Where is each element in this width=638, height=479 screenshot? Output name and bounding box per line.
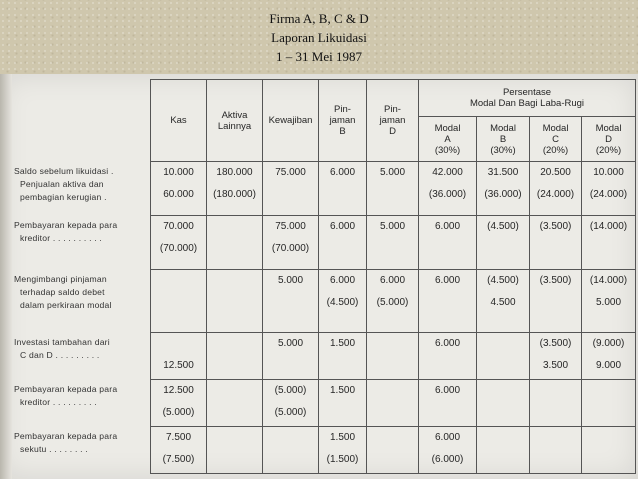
row-label: Pembayaran kepada para <box>14 220 118 230</box>
cell-value: (4.500) <box>326 297 359 308</box>
table-cell <box>319 216 367 270</box>
cell-value: 5.000 <box>277 275 304 286</box>
cell-value <box>207 355 262 377</box>
cell-value: 1.500 <box>329 338 356 349</box>
cell-value: (3.500) <box>539 221 572 232</box>
table-cell <box>207 380 263 427</box>
col-kas: Kas <box>151 80 207 162</box>
cell-value: (24.000) <box>536 189 575 200</box>
table-cell <box>319 333 367 380</box>
cell-value <box>207 292 262 314</box>
cell-value: 75.000 <box>275 167 306 178</box>
row-label: Mengimbangi pinjaman <box>14 274 107 284</box>
cell-value: 1.500 <box>329 385 356 396</box>
cell-value <box>263 355 318 377</box>
cell-value <box>530 449 581 471</box>
slide-title-band <box>0 0 638 74</box>
table-cell <box>419 216 477 270</box>
table-cell <box>582 333 636 380</box>
col-modal-b: Modal B (30%) <box>477 117 530 162</box>
row-label: kreditor . . . . . . . . . . <box>20 233 103 243</box>
cell-value <box>263 292 318 314</box>
cell-value: 10.000 <box>163 167 194 178</box>
cell-value <box>207 402 262 424</box>
liquidation-table <box>150 79 636 474</box>
table-cell <box>151 216 207 270</box>
cell-value: 31.500 <box>487 167 519 178</box>
cell-value <box>530 238 581 260</box>
cell-value: 6.000 <box>379 275 406 286</box>
table-cell <box>477 380 530 427</box>
cell-value <box>207 216 262 238</box>
cell-value: 20.500 <box>540 167 571 178</box>
col-modal-c: Modal C (20%) <box>530 117 582 162</box>
table-cell <box>582 427 636 474</box>
row-label: pembagian kerugian . <box>20 192 107 202</box>
cell-value: (5.000) <box>274 385 307 396</box>
table-cell <box>151 427 207 474</box>
table-cell <box>477 427 530 474</box>
cell-value: (5.000) <box>274 407 307 418</box>
table-cell <box>263 162 319 216</box>
cell-value: (5.000) <box>376 297 409 308</box>
table-cell <box>263 333 319 380</box>
table-cell <box>151 270 207 333</box>
cell-value: 70.000 <box>163 221 194 232</box>
table-cell <box>263 270 319 333</box>
table-cell <box>263 380 319 427</box>
table-cell <box>582 380 636 427</box>
table-row <box>151 380 636 427</box>
cell-value <box>530 292 581 314</box>
col-modal-a: Modal A (30%) <box>419 117 477 162</box>
cell-value: (5.000) <box>162 407 195 418</box>
table-cell <box>367 216 419 270</box>
row-label: Pembayaran kepada para <box>14 431 118 441</box>
cell-value <box>207 270 262 292</box>
cell-value: 6.000 <box>329 221 356 232</box>
cell-value: 10.000 <box>593 167 624 178</box>
row-label: Saldo sebelum likuidasi . <box>14 166 114 176</box>
cell-value <box>477 449 529 471</box>
cell-value <box>207 238 262 260</box>
table-cell <box>582 270 636 333</box>
cell-value <box>582 402 635 424</box>
cell-value: 12.500 <box>163 385 194 396</box>
table-cell <box>477 216 530 270</box>
cell-value <box>477 427 529 449</box>
table-cell <box>419 162 477 216</box>
row-label: C dan D . . . . . . . . . <box>20 350 100 360</box>
table-cell <box>367 333 419 380</box>
cell-value: (36.000) <box>484 189 522 200</box>
cell-value <box>367 333 418 355</box>
report-title: Laporan Likuidasi <box>271 30 367 45</box>
cell-value <box>151 292 206 314</box>
cell-value <box>582 380 635 402</box>
col-modal-d: Modal D (20%) <box>582 117 636 162</box>
table-cell <box>419 380 477 427</box>
cell-value <box>419 292 476 314</box>
table-cell <box>419 270 477 333</box>
cell-value: (7.500) <box>162 454 195 465</box>
cell-value: 6.000 <box>329 275 356 286</box>
cell-value <box>582 427 635 449</box>
row-label: terhadap saldo debet <box>20 287 105 297</box>
cell-value <box>207 380 262 402</box>
table-cell <box>151 162 207 216</box>
cell-value: 3.500 <box>542 360 569 371</box>
cell-value <box>530 402 581 424</box>
table-cell <box>477 333 530 380</box>
table-cell <box>367 270 419 333</box>
row-label: Investasi tambahan dari <box>14 337 110 347</box>
cell-value: 75.000 <box>275 221 306 232</box>
row-label: dalam perkiraan modal <box>20 300 112 310</box>
cell-value: (24.000) <box>589 189 628 200</box>
cell-value <box>419 238 476 260</box>
table-cell <box>477 162 530 216</box>
cell-value: 4.500 <box>490 297 516 308</box>
table-cell <box>207 333 263 380</box>
table-cell <box>530 270 582 333</box>
cell-value: (6.000) <box>431 454 464 465</box>
cell-value: 6.000 <box>434 221 461 232</box>
table-cell <box>367 380 419 427</box>
cell-value: 5.000 <box>277 338 304 349</box>
cell-value: 7.500 <box>165 432 192 443</box>
cell-value <box>477 355 529 377</box>
table-cell <box>263 427 319 474</box>
cell-value <box>582 238 635 260</box>
cell-value <box>319 238 366 260</box>
cell-value <box>207 333 262 355</box>
cell-value <box>530 427 581 449</box>
cell-value <box>419 402 476 424</box>
col-kewajiban: Kewajiban <box>263 80 319 162</box>
cell-value: 5.000 <box>595 297 622 308</box>
cell-value <box>263 449 318 471</box>
cell-value <box>367 380 418 402</box>
cell-value <box>151 333 206 355</box>
cell-value: 6.000 <box>434 432 461 443</box>
cell-value <box>367 427 418 449</box>
cell-value <box>207 427 262 449</box>
table-cell <box>319 380 367 427</box>
cell-value: (9.000) <box>592 338 625 349</box>
cell-value: (4.500) <box>487 221 519 232</box>
cell-value: 12.500 <box>163 360 194 371</box>
cell-value <box>263 184 318 206</box>
cell-value <box>367 355 418 377</box>
table-cell <box>419 333 477 380</box>
cell-value: 60.000 <box>163 189 194 200</box>
col-pinjaman-d: Pin- jaman D <box>367 80 419 162</box>
col-pinjaman-b: Pin- jaman B <box>319 80 367 162</box>
cell-value: 1.500 <box>329 432 356 443</box>
cell-value: (70.000) <box>271 243 310 254</box>
cell-value: (14.000) <box>589 221 628 232</box>
cell-value: 5.000 <box>379 221 406 232</box>
table-cell <box>477 270 530 333</box>
cell-value <box>582 449 635 471</box>
cell-value <box>207 449 262 471</box>
table-cell <box>530 427 582 474</box>
cell-value: 9.000 <box>595 360 622 371</box>
col-aktiva-lainnya: Aktiva Lainnya <box>207 80 263 162</box>
report-period: 1 – 31 Mei 1987 <box>276 49 362 64</box>
row-label: kreditor . . . . . . . . . <box>20 397 97 407</box>
table-cell <box>530 333 582 380</box>
table-cell <box>151 380 207 427</box>
cell-value: 180.000 <box>216 167 253 178</box>
table-cell <box>207 427 263 474</box>
cell-value <box>319 355 366 377</box>
cell-value: (14.000) <box>589 275 628 286</box>
cell-value: 6.000 <box>434 385 461 396</box>
cell-value: (3.500) <box>539 275 572 286</box>
cell-value <box>367 184 418 206</box>
table-cell <box>151 333 207 380</box>
table-cell <box>319 162 367 216</box>
cell-value: 6.000 <box>434 275 461 286</box>
row-label: Penjualan aktiva dan <box>20 179 104 189</box>
table-cell <box>207 216 263 270</box>
table-row <box>151 427 636 474</box>
cell-value <box>319 402 366 424</box>
cell-value <box>151 270 206 292</box>
scanned-page <box>0 74 638 479</box>
cell-value: (70.000) <box>159 243 198 254</box>
cell-value <box>419 355 476 377</box>
cell-value <box>477 380 529 402</box>
cell-value <box>263 427 318 449</box>
table-cell <box>319 270 367 333</box>
cell-value: (36.000) <box>428 189 467 200</box>
table-cell <box>319 427 367 474</box>
cell-value <box>477 238 529 260</box>
row-label: Pembayaran kepada para <box>14 384 118 394</box>
table-row <box>151 333 636 380</box>
cell-value: 42.000 <box>432 167 463 178</box>
table-cell <box>530 162 582 216</box>
col-persentase-group: Persentase Modal Dan Bagi Laba-Rugi <box>419 80 636 117</box>
table-cell <box>263 216 319 270</box>
table-row <box>151 162 636 216</box>
cell-value: (3.500) <box>539 338 572 349</box>
table-cell <box>582 162 636 216</box>
cell-value: 6.000 <box>329 167 356 178</box>
table-cell <box>530 380 582 427</box>
cell-value <box>477 402 529 424</box>
cell-value: (1.500) <box>326 454 359 465</box>
cell-value: (180.000) <box>213 189 256 200</box>
table-cell <box>367 427 419 474</box>
cell-value: (4.500) <box>487 275 519 286</box>
row-label: sekutu . . . . . . . . <box>20 444 88 454</box>
table-row <box>151 270 636 333</box>
table-cell <box>419 427 477 474</box>
cell-value <box>319 184 366 206</box>
table-cell <box>367 162 419 216</box>
cell-value: 6.000 <box>434 338 461 349</box>
table-cell <box>530 216 582 270</box>
table-cell <box>207 162 263 216</box>
table-cell <box>582 216 636 270</box>
table-row <box>151 216 636 270</box>
cell-value <box>367 402 418 424</box>
cell-value: 5.000 <box>379 167 406 178</box>
cell-value <box>477 333 529 355</box>
cell-value <box>367 238 418 260</box>
table-cell <box>207 270 263 333</box>
cell-value <box>530 380 581 402</box>
cell-value <box>367 449 418 471</box>
firm-name: Firma A, B, C & D <box>269 11 369 26</box>
